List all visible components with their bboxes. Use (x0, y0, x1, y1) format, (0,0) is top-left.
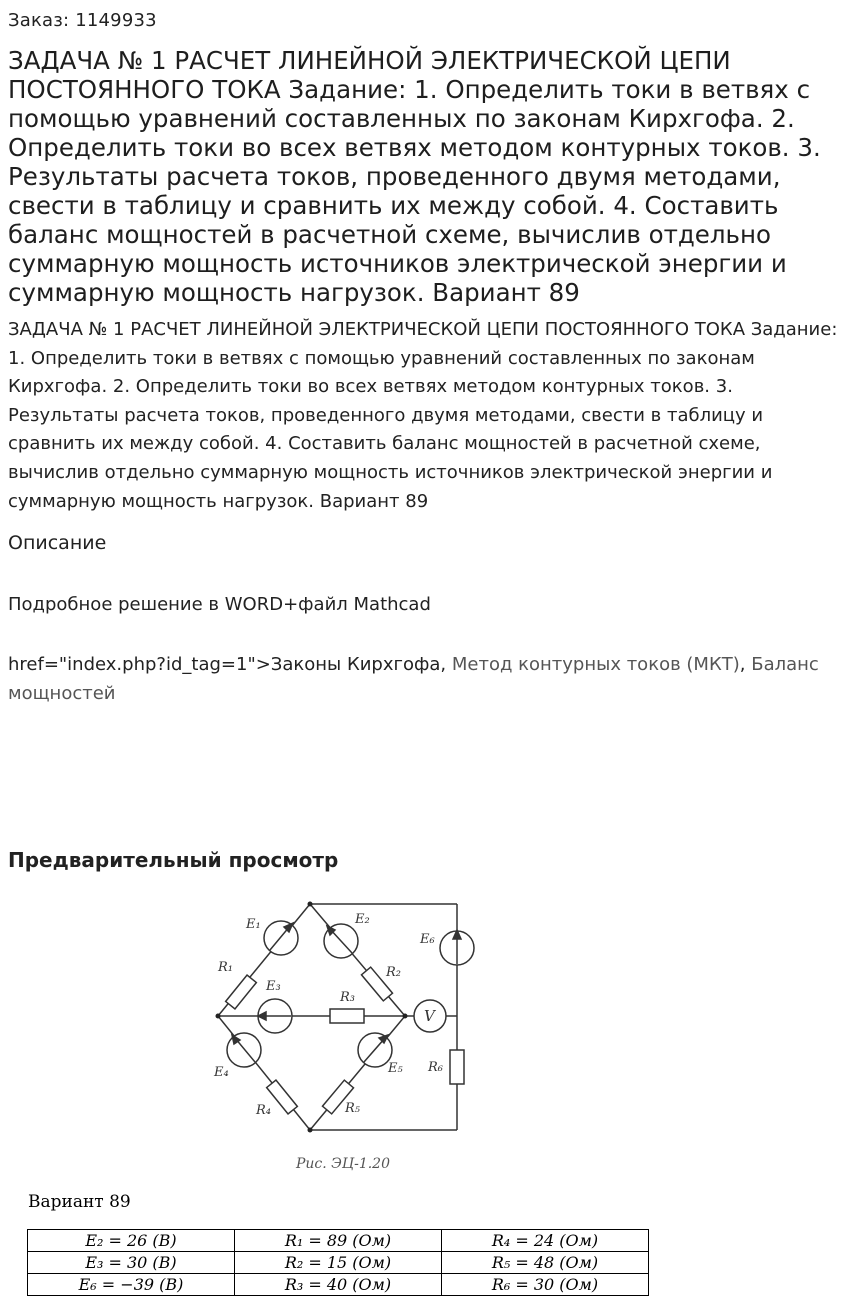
preview-title: Предварительный просмотр (8, 848, 339, 872)
tag-separator: , (739, 654, 746, 675)
description-label: Описание (8, 532, 107, 554)
solution-text: Подробное решение в WORD+файл Mathcad (8, 594, 431, 615)
table-row (28, 1274, 649, 1296)
label-e5: E₅ (388, 1061, 403, 1076)
page-title: ЗАДАЧА № 1 РАСЧЕТ ЛИНЕЙНОЙ ЭЛЕКТРИЧЕСКОЙ ЦЕПИ ПОСТОЯННОГО ТОКА Задание: 1. Определить токи в ветвях с помощью уравнений составленных по законам Кирхгофа. 2. Определить токи во всех ветвях методом контурных токов. 3. Результаты расчета токов, проведенного двумя методами, свести в таблицу и сравнить их между собой. 4. Составить баланс мощностей в расчетной схеме, вычислив отдельно суммарную мощность источников электрической энергии и суммарную мощность нагрузок. Вариант 89 (8, 46, 821, 307)
table-cell: R₁ = 89 (Ом) (235, 1230, 442, 1252)
label-e6: E₆ (420, 932, 435, 947)
table-cell: E₆ = −39 (B) (28, 1274, 235, 1296)
label-r5: R₅ (345, 1101, 360, 1116)
label-r1: R₁ (218, 960, 233, 975)
label-e1: E₁ (246, 917, 261, 932)
label-r4: R₄ (256, 1103, 271, 1118)
table-cell: R₄ = 24 (Ом) (442, 1230, 649, 1252)
table-cell: E₃ = 30 (B) (28, 1252, 235, 1274)
resistor-r6-symbol (450, 1050, 464, 1084)
tag-list (8, 650, 838, 708)
label-e3: E₃ (266, 979, 281, 994)
circuit-diagram (200, 892, 490, 1182)
label-r3: R₃ (340, 990, 355, 1005)
table-cell: R₂ = 15 (Ом) (235, 1252, 442, 1274)
resistor-r3-symbol (330, 1009, 364, 1023)
resistor-r1-symbol (226, 975, 257, 1009)
table-row (28, 1230, 649, 1252)
table-cell: R₃ = 40 (Ом) (235, 1274, 442, 1296)
order-number: Заказ: 1149933 (8, 10, 157, 31)
variant-label: Вариант 89 (28, 1192, 131, 1212)
label-r2: R₂ (386, 965, 401, 980)
task-body: ЗАДАЧА № 1 РАСЧЕТ ЛИНЕЙНОЙ ЭЛЕКТРИЧЕСКОЙ ЦЕПИ ПОСТОЯННОГО ТОКА Задание: 1. Определить токи в ветвях с помощью уравнений составленных по законам Кирхгофа. 2. Определить токи во всех ветвях методом контурных токов. 3. Результаты расчета токов, проведенного двумя методами, свести в таблицу и сравнить их между собой. 4. Составить баланс мощностей в расчетной схеме, вычислив отдельно суммарную мощность источников электрической энергии и суммарную мощность нагрузок. Вариант 89 (8, 319, 838, 512)
label-r6: R₆ (428, 1060, 443, 1075)
table-cell: R₆ = 30 (Ом) (442, 1274, 649, 1296)
tag-link-mkt[interactable]: Метод контурных токов (МКТ) (451, 654, 740, 675)
label-voltmeter: V (424, 1007, 435, 1025)
parameters-table (27, 1229, 649, 1296)
table-cell: R₅ = 48 (Ом) (442, 1252, 649, 1274)
table-row (28, 1252, 649, 1274)
label-e2: E₂ (355, 912, 370, 927)
figure-caption: Рис. ЭЦ-1.20 (296, 1156, 391, 1172)
label-e4: E₄ (214, 1065, 229, 1080)
tag-prefix: href="index.php?id_tag=1">Законы Кирхгофа, (8, 654, 452, 675)
table-cell: E₂ = 26 (B) (28, 1230, 235, 1252)
resistor-r4-symbol (267, 1080, 298, 1114)
source-e1-symbol (264, 921, 298, 955)
tag-link-power-balance[interactable]: Баланс мощностей (8, 654, 819, 704)
